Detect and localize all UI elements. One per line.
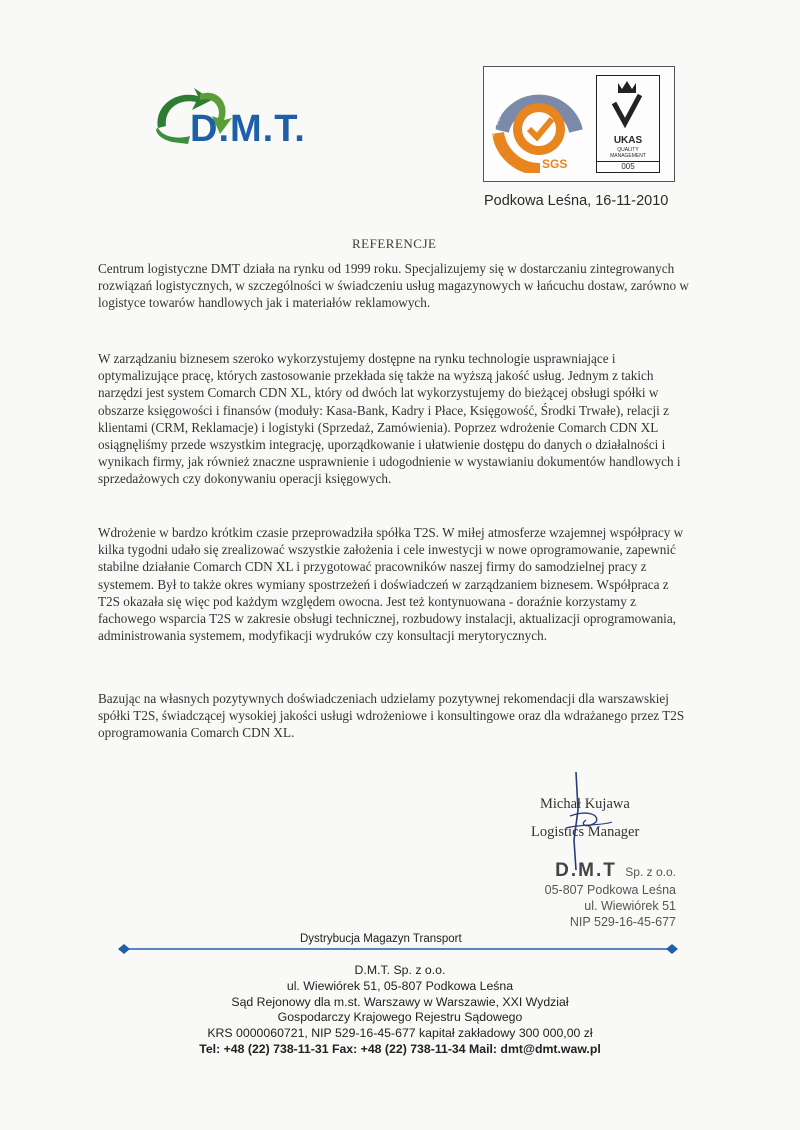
footer-court-1: Sąd Rejonowy dla m.st. Warszawy w Warszawie, XXI Wydział xyxy=(231,994,569,1009)
ukas-sub1: QUALITY xyxy=(617,147,639,153)
paragraph-deployment: Wdrożenie w bardzo krótkim czasie przeprowadziła spółka T2S. W miłej atmosferze wzajemnej współpracy w kilka tygodni udało się zrealizować wszystkie założenia i cele inwestycji w nowe oprogramowanie, zapewnić stabilne działanie Comarch CDN XL i przygotować pracowników naszej firmy do samodzielnej pracy z systemem. Był to także okres wymiany spostrzeżeń i doświadczeń w zarządzaniem biznesem. Współpraca z T2S okazała się więc pod każdym względem owocna. Jest też kontynuowana - doraźnie korzystamy z fachowego wsparcia T2S w zakresie obsługi technicznej, rozbudowy instalacji, aktualizacji oprogramowania, administrowania systemem, modyfikacji wydruków czy konsultacji merytorycznych. xyxy=(98,525,684,644)
stamp-logo: D.M.T xyxy=(555,860,617,881)
paragraph-recommendation: Bazując na własnych pozytywnych doświadczeniach udzielamy pozytywnej rekomendacji dla warszawskiej spółki T2S, świadczącej wysokiej jakości usługi wdrożeniowe i konsultingowe oraz dla wdrażanego przez T2S oprogramowania Comarch CDN XL. xyxy=(98,691,685,741)
footer-registry: KRS 0000060721, NIP 529-16-45-677 kapitał zakładowy 300 000,00 zł xyxy=(207,1026,593,1041)
footer-company: D.M.T. Sp. z o.o. xyxy=(354,963,446,977)
footer-court-2: Gospodarczy Krajowego Rejestru Sądowego xyxy=(277,1010,523,1025)
footer-tagline: Dystrybucja Magazyn Transport xyxy=(300,933,462,945)
stamp-nip: NIP 529-16-45-677 xyxy=(569,915,676,929)
crown-tick-icon xyxy=(610,79,644,129)
stamp-postcode: 05-807 Podkowa Leśna xyxy=(544,883,676,897)
footer-address: ul. Wiewiórek 51, 05-807 Podkowa Leśna xyxy=(286,978,514,993)
ukas-number: 005 xyxy=(596,161,660,171)
paragraph-intro: Centrum logistyczne DMT działa na rynku od 1999 roku. Specjalizujemy się w dostarczaniu zintegrowanych rozwiązań logistycznych, w szczególności w świadczeniu usług magazynowych w łańcuchu dostaw, zarówno w logistyce towarów handlowych jak i materiałów reklamowych. xyxy=(98,261,689,311)
paragraph-system: W zarządzaniu biznesem szeroko wykorzystujemy dostępne na rynku technologie usprawniające i optymalizujące pracę, których zastosowanie przekłada się także na wyższą jakość usług. Jednym z takich narzędzi jest system Comarch CDN XL, który od dwóch lat wykorzystujemy do bieżącej obsługi spółki w obszarze księgowości i finansów (moduły: Kasa-Bank, Kadry i Płace, Księgowość, Środki Trwałe), relacji z klientami (CRM, Reklamacje) i logistyki (Sprzedaż, Zamówienia). Poprzez wdrożenie Comarch CDN XL osiągnęliśmy przede wszystkim integrację, uporządkowanie i ułatwienie dostępu do danych o działalności i wynikach firmy, jak również znaczne usprawnienie i udogodnienie w wystawianiu dokumentów handlowych i sprzedażowych czy dokonywaniu operacji księgowych. xyxy=(98,351,681,487)
iso-ring-text: ISO 9001:2000 xyxy=(488,92,511,140)
sgs-label: SGS xyxy=(542,157,568,171)
stamp-street: ul. Wiewiórek 51 xyxy=(584,899,676,913)
letter-title: REFERENCJE xyxy=(352,236,437,251)
footer-contact: Tel: +48 (22) 738-11-31 Fax: +48 (22) 738-11-34 Mail: dmt@dmt.waw.pl xyxy=(199,1041,601,1056)
signatory-role: Logistics Manager xyxy=(531,824,640,840)
stamp-suffix: Sp. z o.o. xyxy=(625,865,676,879)
signatory-name: Michał Kujawa xyxy=(540,796,630,812)
certification-box xyxy=(483,66,675,182)
ukas-sub2: MANAGEMENT xyxy=(610,153,646,159)
ukas-badge xyxy=(596,75,660,173)
footer-divider xyxy=(118,943,678,955)
footer xyxy=(100,963,700,1058)
place-date: Podkowa Leśna, 16-11-2010 xyxy=(484,193,669,209)
logo-wordmark: D.M.T. xyxy=(190,108,306,150)
ukas-title: UKAS xyxy=(613,135,643,146)
sgs-iso-badge-icon xyxy=(492,73,586,173)
company-stamp xyxy=(536,860,676,930)
